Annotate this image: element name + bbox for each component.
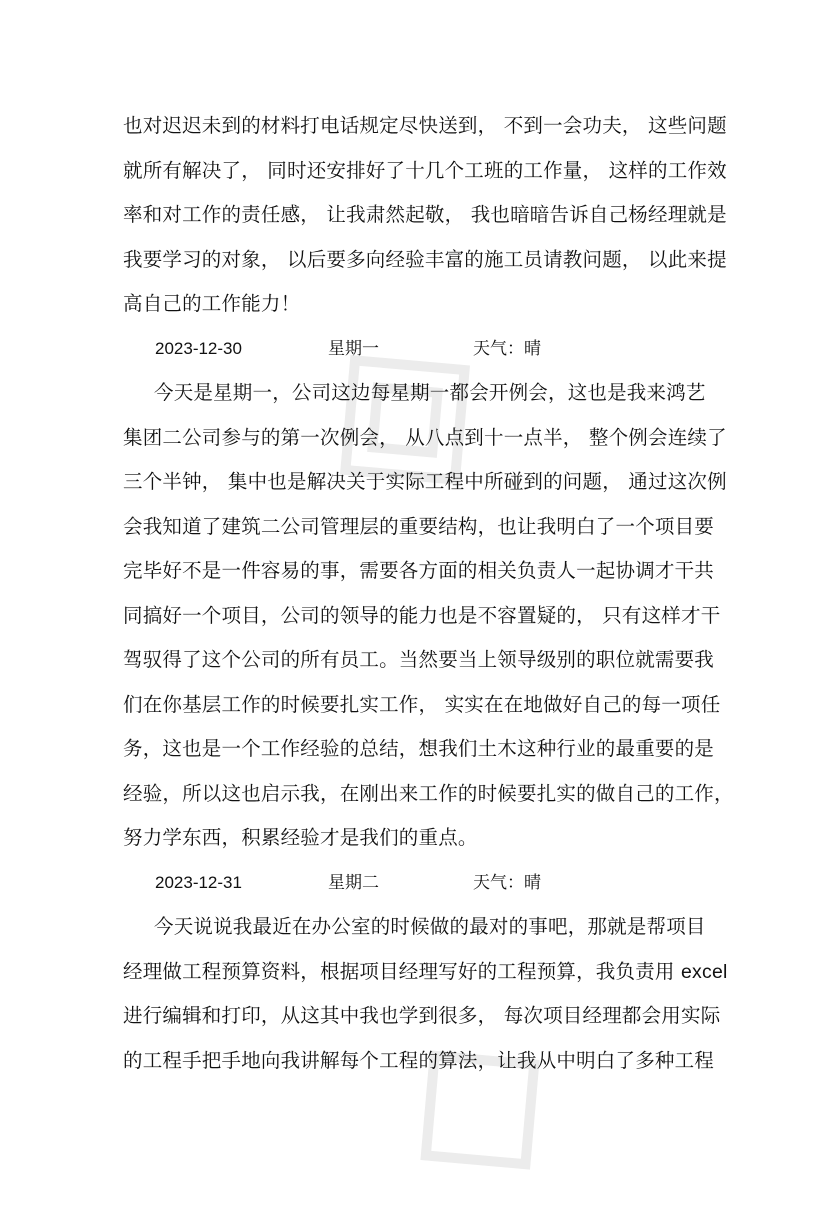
text-line: 我要学习的对象， 以后要多向经验丰富的施工员请教问题， 以此来提 <box>123 247 727 271</box>
text-line: 同搞好一个项目，公司的领导的能力也是不容置疑的， 只有这样才干 <box>123 603 721 627</box>
entry-weekday: 星期一 <box>328 338 379 359</box>
text-line: 三个半钟， 集中也是解决关于实际工程中所碰到的问题， 通过这次例 <box>123 470 727 493</box>
text-line: 今天说说我最近在办公室的时候做的最对的事吧，那就是帮项目 <box>154 915 706 938</box>
text-line: 集团二公司参与的第一次例会， 从八点到十一点半， 整个例会连续了 <box>123 425 727 449</box>
text-line: 进行编辑和打印，从这其中我也学到很多， 每次项目经理都会用实际 <box>123 1004 721 1027</box>
text-line: 完毕好不是一件容易的事，需要各方面的相关负责人一起协调才干共 <box>123 559 715 582</box>
diary-entry-header <box>123 327 713 372</box>
text-line: 会我知道了建筑二公司管理层的重要结构，也让我明白了一个项目要 <box>123 514 715 538</box>
text-line: 经验，所以这也启示我，在刚出来工作的时候要扎实的做自己的工作， <box>123 781 734 805</box>
text-line: 就所有解决了， 同时还安排好了十几个工班的工作量， 这样的工作效 <box>123 158 727 182</box>
entry-date: 2023-12-30 <box>155 338 242 358</box>
text-segment: 经理做工程预算资料，根据项目经理写好的工程预算，我负责用 <box>123 959 681 983</box>
text-line: 高自己的工作能力！ <box>123 292 301 315</box>
text-line: 务，这也是一个工作经验的总结，想我们土木这种行业的最重要的是 <box>123 737 715 760</box>
text-line: 率和对工作的责任感， 让我肃然起敬， 我也暗暗告诉自己杨经理就是 <box>123 203 727 226</box>
text-line: 今天是星期一，公司这边每星期一都会开例会，这也是我来鸿艺 <box>154 381 706 404</box>
diary-entry-header <box>123 861 713 906</box>
entry-date: 2023-12-31 <box>155 872 242 892</box>
entry-weather: 天气：晴 <box>473 872 541 893</box>
document-body <box>123 104 734 1083</box>
entry-weekday: 星期二 <box>328 872 379 893</box>
diary-entry-body <box>123 371 734 861</box>
text-line: 们在你基层工作的时候要扎实工作， 实实在在地做好自己的每一项任 <box>123 692 721 716</box>
entry-weather: 天气：晴 <box>473 338 541 359</box>
text-line: 也对迟迟未到的材料打电话规定尽快送到， 不到一会功夫， 这些问题 <box>123 114 727 137</box>
text-line: 的工程手把手地向我讲解每个工程的算法，让我从中明白了多种工程 <box>123 1048 715 1072</box>
software-name: excel <box>681 960 728 983</box>
diary-entry-body <box>123 905 728 1083</box>
paragraph-continued <box>123 104 727 327</box>
text-line: 驾驭得了这个公司的所有员工。当然要当上领导级别的职位就需要我 <box>123 648 715 671</box>
text-line: 努力学东西，积累经验才是我们的重点。 <box>123 826 478 849</box>
text-line <box>123 950 728 995</box>
